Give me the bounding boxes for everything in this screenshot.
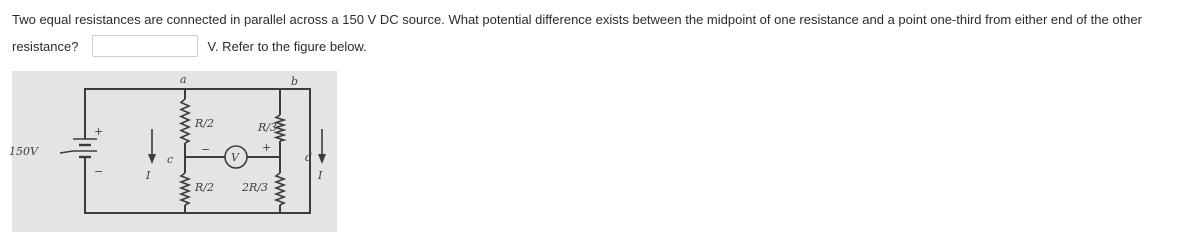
answer-input[interactable] (92, 35, 198, 57)
resistor-bottom-right-label: 2R/3 (242, 181, 268, 194)
question-text: Two equal resistances are connected in parallel across a 150 V DC source. What potential difference exists between the midpoint of one resistance and a point one-third from either end of the other (12, 12, 1142, 27)
battery-minus-label: − (94, 165, 104, 178)
current-right-label: I (318, 169, 323, 182)
resistor-bottom-left-label: R/2 (195, 181, 214, 194)
node-d-label: d (305, 151, 313, 164)
node-b-label: b (291, 75, 299, 88)
question-suffix: V. Refer to the figure below. (207, 38, 367, 54)
voltmeter-minus-label: − (201, 143, 211, 156)
node-a-label: a (180, 73, 187, 86)
question-answer-row (12, 34, 367, 58)
voltmeter-label: V (231, 151, 239, 164)
circuit-figure (9, 71, 337, 232)
figure-background (12, 71, 337, 232)
circuit-diagram (9, 71, 337, 232)
question-prefix: resistance? (12, 38, 79, 54)
source-voltage-label: 150V (9, 145, 38, 158)
resistor-top-right-label: R/3 (258, 121, 277, 134)
node-c-label: c (167, 153, 174, 166)
battery-plus-label: + (94, 125, 104, 138)
resistor-top-left-label: R/2 (195, 117, 214, 130)
current-left-label: I (146, 169, 151, 182)
voltmeter-plus-label: + (262, 141, 272, 154)
